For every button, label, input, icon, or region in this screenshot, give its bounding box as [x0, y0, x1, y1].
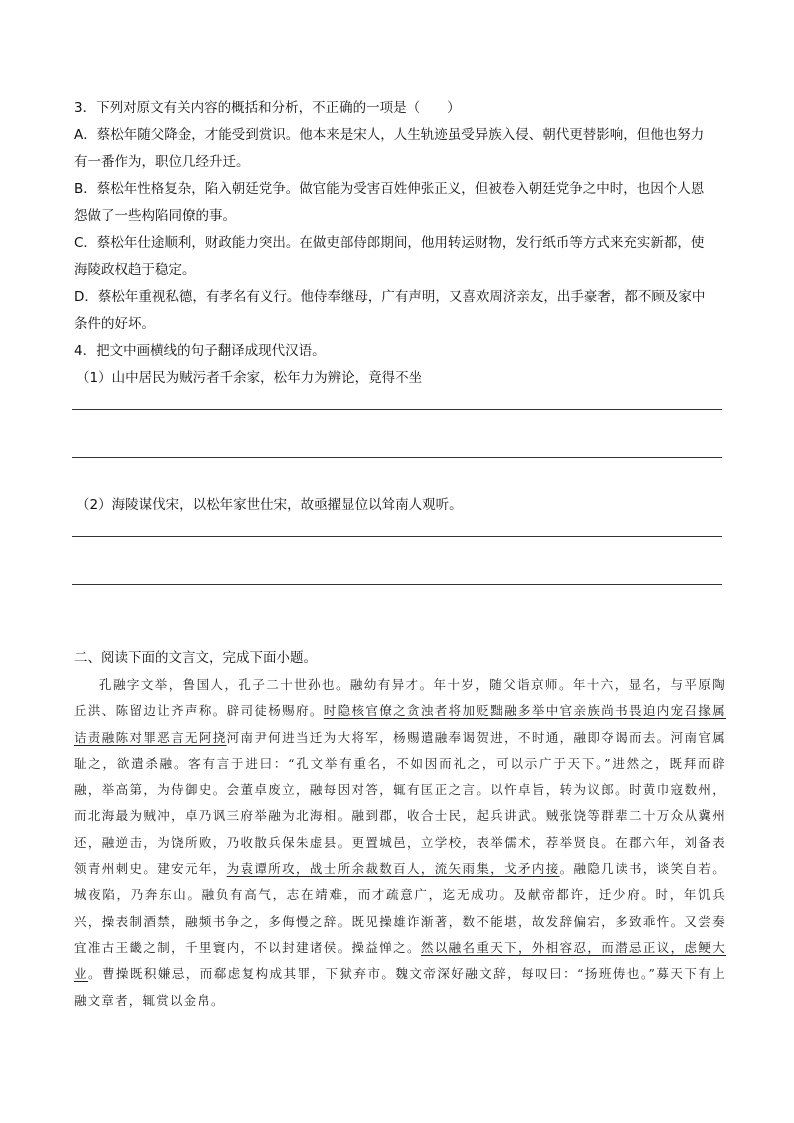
question-3-stem: 3．下列对原文有关内容的概括和分析，不正确的一项是（ ）	[74, 100, 461, 116]
underlined-sentence-1: 时隐核官僚之贪浊者将加贬黜融多举中官亲族尚书畏迫内宠召掾属诘责融陈对罪恶言无阿挠	[74, 703, 726, 745]
passage-text: 。曹操既积嫌忌，而郗虑复构成其罪，下狱弃市。魏文帝深好融文辞，每叹曰：“扬班俦也。”募天下有上融文章者，辄赏以金帛。	[74, 966, 727, 1008]
question-4-stem: 4．把文中画横线的句子翻译成现代汉语。	[74, 343, 326, 359]
underlined-sentence-3: 然以融名重天下，外相容忍，而潜忌正议，虑鲠大业	[74, 939, 726, 982]
option-b-line2: 怨做了一些构陷同僚的事。	[74, 208, 236, 224]
question-4-sub-2: （2）海陵谋伐宋，以松年家世仕宋，故亟擢显位以耸南人观听。	[76, 497, 463, 513]
answer-line[interactable]	[72, 536, 722, 537]
option-a-line2: 有一番作为，职位几经升迁。	[74, 154, 250, 170]
option-c-line1: C．蔡松年仕途顺利，财政能力突出。在做吏部侍郎期间，他用转运财物，发行纸币等方式来充实新都，使	[74, 235, 705, 251]
passage-text: 孔融字文举，鲁国人，孔子二十世孙也。融幼有异才。年十岁，随父诣京师。年十六，显名，与平原陶丘洪、陈留边让齐声称。辟司徒杨赐府。	[74, 677, 726, 719]
option-d-line1: D．蔡松年重视私德，有孝名有义行。他侍奉继母，广有声明，又喜欢周济亲友，出手豪奢，都不顾及家中	[74, 289, 706, 305]
section-2-heading: 二、阅读下面的文言文，完成下面小题。	[74, 650, 317, 666]
option-a-line1: A．蔡松年随父降金，才能受到赏识。他本来是宋人，人生轨迹虽受异族入侵、朝代更替影响，但他也努力	[74, 127, 705, 143]
answer-line[interactable]	[72, 457, 722, 458]
questions-section	[74, 95, 724, 392]
question-4-sub-1: （1）山中居民为贼污者千余家，松年力为辨论，竟得不坐	[76, 370, 423, 386]
option-c-line2: 海陵政权趋于稳定。	[74, 262, 196, 278]
passage-text: 。融隐几读书，谈笑自若。城夜陷，乃奔东山。融负有高气，志在靖难，而才疏意广，迄无成功。及献帝都许，迁少府。时，年饥兵兴，操表制酒禁，融频书争之，多侮慢之辞。既见操雄诈渐著，数不能堪，故发辞偏宕，多致乖忤。又尝奏宜准古王畿之制，千里寰内，不以封建诸侯。操益惮之。	[74, 861, 726, 955]
passage-text: 河南尹何进当迁为大将军，杨赐遣融奉谒贺进，不时通，融即夺谒而去。河南官属耻之，欲遣杀融。客有言于进曰：“孔文举有重名，不如因而礼之，可以示广于天下。”进然之，既拜而辟融，举高第，为侍御史。会董卓废立，融每因对答，辄有匡正之言。以忤卓旨，转为议郎。时黄巾寇数州，而北海最为贼冲，卓乃讽三府举融为北海相。融到郡，收合士民，起兵讲武。贼张饶等群辈二十万众从冀州还，融逆击，为饶所败，乃收散兵保朱虚县。更置城邑，立学校，表举儒术，荐举贤良。在郡六年，刘备表领青州刺史。建安元年，	[74, 729, 727, 877]
passage-paragraph	[74, 672, 726, 1014]
option-d-line2: 条件的好坏。	[74, 316, 155, 332]
underlined-sentence-2: 为袁谭所攻，战士所余裁数百人，流矢雨集，戈矛内接	[226, 861, 560, 877]
answer-line[interactable]	[72, 409, 722, 410]
answer-line[interactable]	[72, 584, 722, 585]
classical-chinese-passage	[74, 672, 726, 1014]
option-b-line1: B．蔡松年性格复杂，陷入朝廷党争。做官能为受害百姓伸张正义，但被卷入朝廷党争之中时，也因个人恩	[74, 181, 705, 197]
